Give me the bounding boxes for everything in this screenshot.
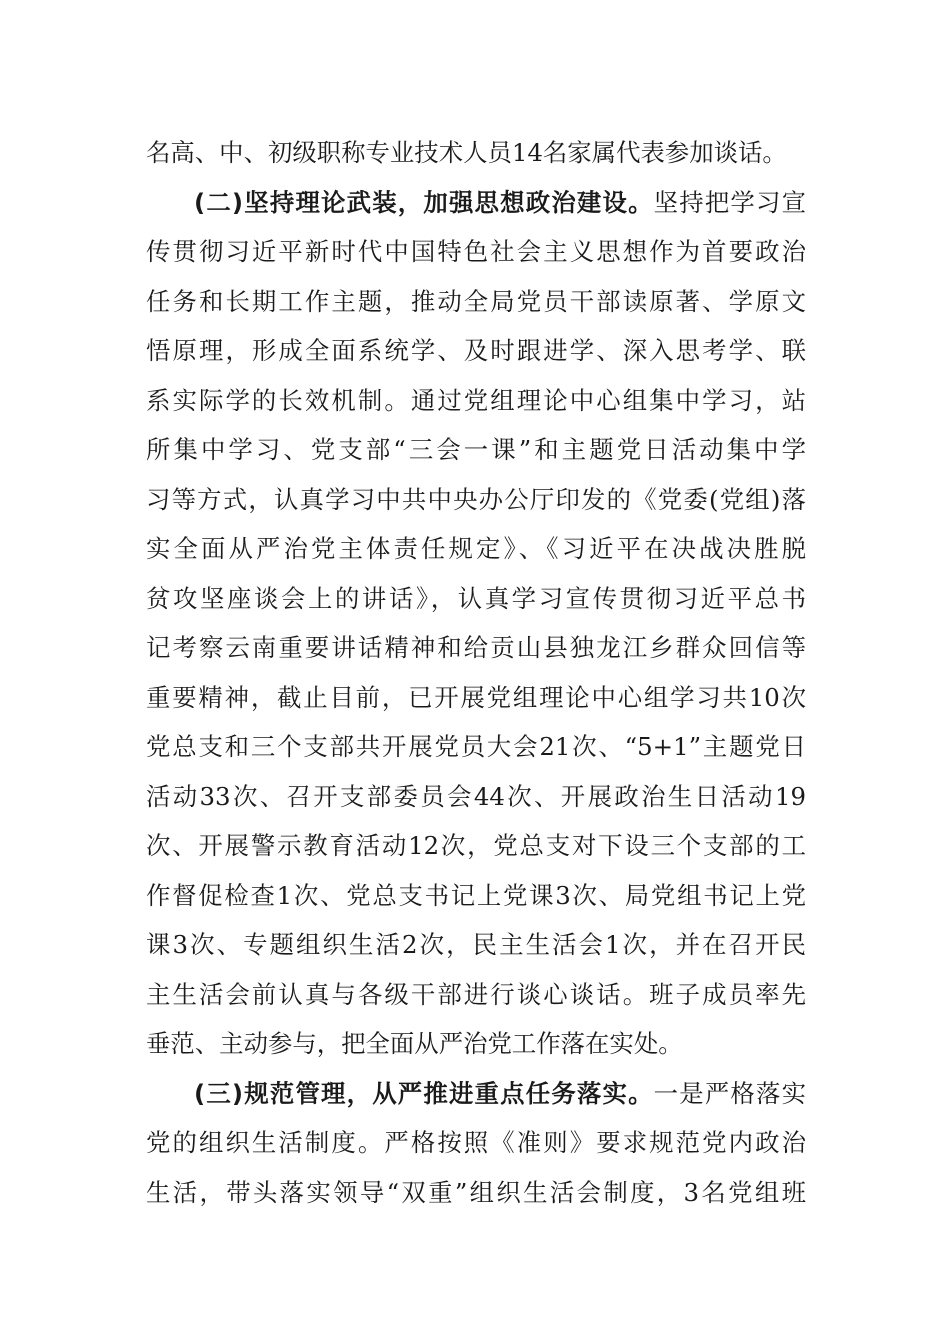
document-body	[146, 128, 806, 1217]
paragraph-line: 垂范、主动参与，把全面从严治党工作落在实处。	[146, 1029, 683, 1058]
paragraph-line: 作督促检查1次、党总支书记上党课3次、局党组书记上党	[146, 880, 806, 910]
paragraph-line: 所集中学习、党支部“三会一课”和主题党日活动集中学	[146, 435, 806, 464]
paragraph-line: 活动33次、召开支部委员会44次、开展政治生日活动19	[146, 781, 806, 811]
paragraph-line: 记考察云南重要讲话精神和给贡山县独龙江乡群众回信等	[146, 633, 806, 662]
paragraph-line: 主生活会前认真与各级干部进行谈心谈话。班子成员率先	[146, 979, 806, 1009]
section-heading: (三)规范管理，从严推进重点任务落实。	[194, 1078, 654, 1108]
section-heading-line	[146, 1069, 806, 1119]
paragraph-line: 生活，带头落实领导“双重”组织生活会制度，3名党组班	[146, 1177, 806, 1207]
paragraph-line: 重要精神，截止目前，已开展党组理论中心组学习共10次	[146, 682, 806, 712]
paragraph-line: 贫攻坚座谈会上的讲话》，认真学习宣传贯彻习近平总书	[146, 583, 806, 613]
paragraph-line: 党总支和三个支部共开展党员大会21次、“5+1”主题党日	[146, 732, 806, 761]
paragraph-line: 实全面从严治党主体责任规定》、《习近平在决战决胜脱	[146, 534, 806, 563]
paragraph-text: 坚持把学习宣	[653, 187, 806, 217]
paragraph-line: 党的组织生活制度。严格按照《准则》要求规范党内政治	[146, 1128, 806, 1157]
paragraph-line: 系实际学的长效机制。通过党组理论中心组集中学习，站	[146, 385, 806, 415]
paragraph-line: 传贯彻习近平新时代中国特色社会主义思想作为首要政治	[146, 237, 806, 266]
paragraph-line: 次、开展警示教育活动12次，党总支对下设三个支部的工	[146, 831, 806, 860]
paragraph-line: 课3次、专题组织生活2次，民主生活会1次，并在召开民	[146, 930, 806, 959]
paragraph-line: 悟原理，形成全面系统学、及时跟进学、深入思考学、联	[146, 336, 806, 365]
paragraph-line: 习等方式，认真学习中共中央办公厅印发的《党委(党组)落	[146, 484, 806, 514]
paragraph-line: 任务和长期工作主题，推动全局党员干部读原著、学原文	[146, 286, 806, 316]
section-heading-line	[146, 178, 806, 228]
paragraph-text: 一是严格落实	[653, 1078, 806, 1108]
section-heading: (二)坚持理论武装，加强思想政治建设。	[194, 187, 654, 217]
paragraph-line: 名高、中、初级职称专业技术人员14名家属代表参加谈话。	[146, 138, 787, 167]
